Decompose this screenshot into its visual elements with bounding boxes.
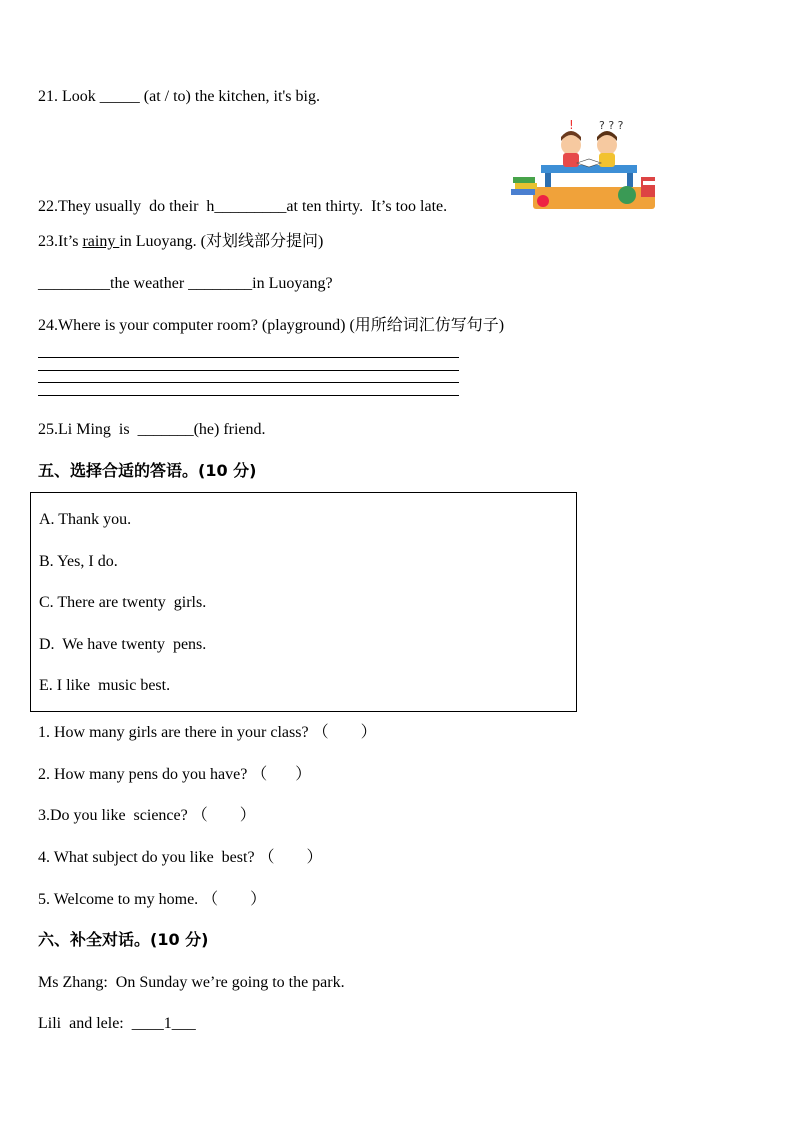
- svg-text:!: !: [569, 118, 574, 132]
- question-24: 24.Where is your computer room? (playground) (用所给词汇仿写句子): [38, 317, 505, 334]
- dialog-speaker: Lili and lele:: [38, 1015, 132, 1032]
- answer-rule-2: [38, 370, 459, 371]
- svg-text:? ? ?: ? ? ?: [599, 119, 624, 132]
- question-23-underlined-word: rainy: [82, 233, 120, 250]
- dialog-line-1: Ms Zhang: On Sunday we’re going to the park.: [38, 974, 345, 991]
- section-5-question-1: 1. How many girls are there in your class? （ ）: [38, 724, 377, 741]
- section-5-question-4: 4. What subject do you like best? （ ）: [38, 849, 323, 866]
- section-5-question-2: 2. How many pens do you have? （ ）: [38, 766, 312, 783]
- question-23-suffix: in Luoyang. (对划线部分提问): [119, 233, 324, 250]
- question-22: 22.They usually do their h_________at ten thirty. It’s too late.: [38, 198, 448, 215]
- section-5-question-3: 3.Do you like science? （ ）: [38, 807, 256, 824]
- question-25: 25.Li Ming is _______(he) friend.: [38, 421, 266, 438]
- question-23: [38, 232, 323, 252]
- section-5-question-5: 5. Welcome to my home. （ ）: [38, 891, 267, 908]
- question-23-answer-line: _________the weather ________in Luoyang?: [38, 275, 333, 292]
- option-b: B. Yes, I do.: [39, 553, 118, 570]
- dialog-line-2: [38, 1014, 196, 1034]
- dialog-blank-1: ____1___: [131, 1015, 196, 1032]
- question-23-prefix: 23.It’s: [38, 233, 83, 250]
- section-6-heading: 六、补全对话。(10 分): [38, 930, 209, 949]
- answer-rule-1: [38, 357, 459, 358]
- option-c: C. There are twenty girls.: [39, 594, 207, 611]
- question-21: 21. Look _____ (at / to) the kitchen, it's big.: [38, 88, 320, 105]
- children-studying-illustration: [503, 115, 661, 215]
- option-d: D. We have twenty pens.: [39, 636, 207, 653]
- section-5-heading: 五、选择合适的答语。(10 分): [38, 461, 257, 480]
- options-box: [30, 492, 577, 712]
- answer-rule-4: [38, 395, 459, 396]
- option-e: E. I like music best.: [39, 677, 171, 694]
- option-a: A. Thank you.: [39, 511, 132, 528]
- answer-rule-3: [38, 382, 459, 383]
